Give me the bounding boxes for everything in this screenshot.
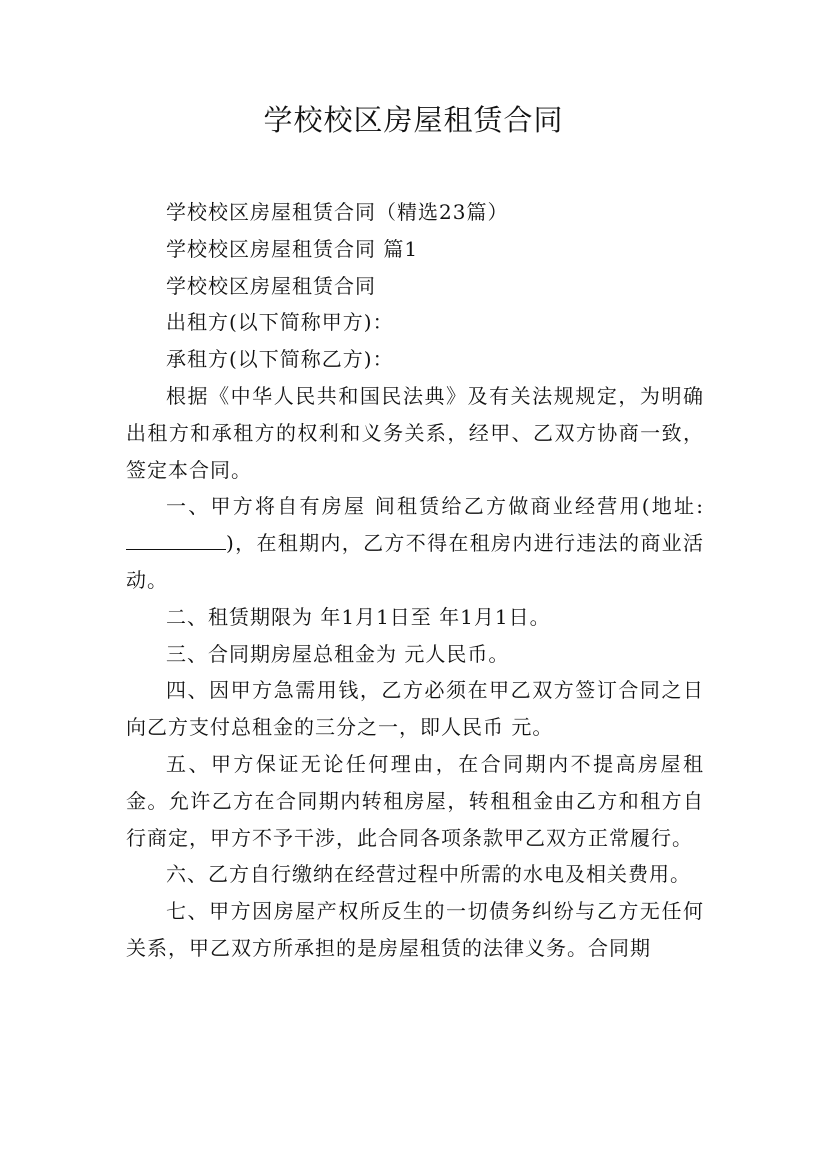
clause-2: 二、租赁期限为 年1月1日至 年1月1日。 xyxy=(166,604,551,629)
document-body xyxy=(126,194,704,967)
document-title: 学校校区房屋租赁合同 xyxy=(263,103,564,137)
clause-1 xyxy=(126,488,704,598)
lessee-line: 承租方(以下简称乙方)： xyxy=(166,347,394,372)
clause-1-part-a: 一、甲方将自有房屋 间租赁给乙方做商业经营用(地址: xyxy=(166,494,704,519)
clause-6: 六、乙方自行缴纳在经营过程中所需的水电及相关费用。 xyxy=(166,862,691,887)
contract-name: 学校校区房屋租赁合同 xyxy=(166,273,376,298)
clause-4: 四、因甲方急需用钱，乙方必须在甲乙双方签订合同之日向乙方支付总租金的三分之一，即人民币 元。 xyxy=(126,678,704,740)
clause-7: 七、甲方因房屋产权所反生的一切债务纠纷与乙方无任何关系，甲乙双方所承担的是房屋租赁的法律义务。合同期 xyxy=(126,899,704,960)
preamble-paragraph: 根据《中华人民共和国民法典》及有关法规规定，为明确出租方和承租方的权利和义务关系，经甲、乙双方协商一致，签定本合同。 xyxy=(126,383,704,482)
clause-5: 五、甲方保证无论任何理由，在合同期内不提高房屋租金。允许乙方在合同期内转租房屋，转租租金由乙方和租方自行商定，甲方不予干涉，此合同各项条款甲乙双方正常履行。 xyxy=(126,751,704,850)
clause-3: 三、合同期房屋总租金为 元人民币。 xyxy=(166,641,510,666)
lessor-line: 出租方(以下简称甲方)： xyxy=(166,310,394,335)
subtitle-paragraph: 学校校区房屋租赁合同（精选23篇） xyxy=(166,200,509,224)
address-blank xyxy=(126,527,226,550)
clause-1-part-b: )，在租期内，乙方不得在租房内进行违法的商业活动。 xyxy=(126,531,704,592)
section-heading: 学校校区房屋租赁合同 篇1 xyxy=(166,236,419,261)
